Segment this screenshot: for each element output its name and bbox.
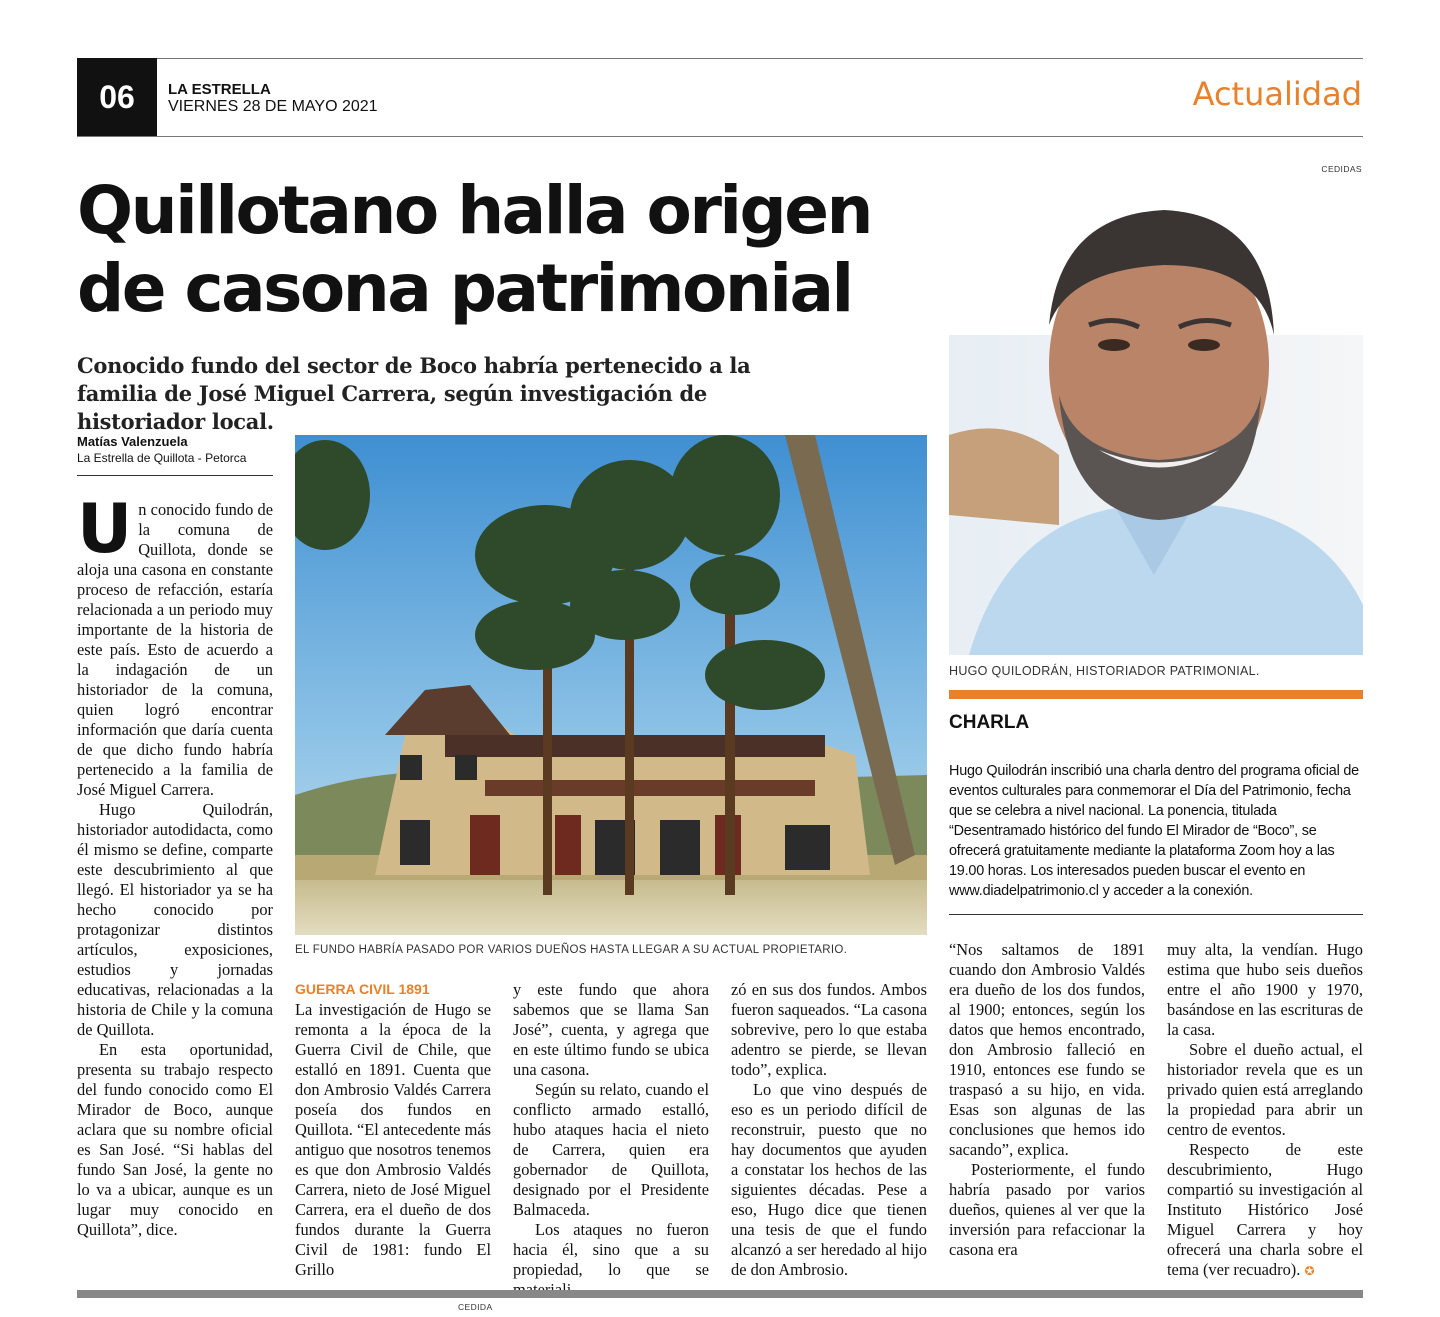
bottom-bar [77,1290,1363,1298]
article-column-2 [295,980,491,1280]
photo-credit: CEDIDAS [1321,164,1362,174]
paragraph: Posteriormente, el fundo habría pasado por varios dueños, quienes al ver que la inversión para refaccionar la casona era [949,1160,1145,1259]
header-rule [77,136,1363,137]
byline-rule [77,475,273,476]
paragraph: “Nos saltamos de 1891 cuando don Ambrosio Valdés era dueño de los dos fundos, al 1900; entonces, según los datos que hemos encontrado, don Ambrosio falleció en 1910, entonces ese fundo se traspasó a su hijo, en vida. Esas son algunas de las conclusiones que hemos ido sacando”, explica. [949,940,1145,1159]
paragraph: Hugo Quilodrán, historiador autodidacta, como él mismo se define, comparte este descubrimiento al que llegó. El historiador ya se ha hecho conocido por protagonizar distintos artículos, exposiciones, estudios y jornadas educativas, relacionadas a la historia de Chile y la comuna de Quillota. [77,800,273,1039]
paragraph: Un conocido fundo de la comuna de Quillota, donde se aloja una casona en constante proceso de refacción, estaría relacionada a un periodo muy importante de la historia de este país. Esto de acuerdo a la indagación de un historiador de la comuna, quien logró encontrar información que daría cuenta de que dicho fundo habría pertenecido a la familia de José Miguel Carrera. [77,490,273,799]
headline: Quillotano halla origen de casona patrimonial [77,172,871,327]
charla-rule [949,914,1363,915]
paragraph: La investigación de Hugo se remonta a la época de la Guerra Civil de Chile, que estalló en 1891. Cuenta que don Ambrosio Valdés Carrera poseía dos fundos en Quillota. “El antecedente más antiguo que nosotros tenemos es que don Ambrosio Valdés Carrera, nieto de José Miguel Carrera, era el dueño de dos fundos durante la Guerra Civil de 1981: fundo El Grillo [295,1000,491,1279]
paragraph: zó en sus dos fundos. Ambos fueron saqueados. “La casona sobrevive, pero lo que estaba adentro se pierde, se llevan todo”, explica. [731,980,927,1079]
portrait-photo [949,175,1363,655]
publication-date: VIERNES 28 DE MAYO 2021 [168,98,378,115]
article-column-6 [1167,940,1363,1281]
publication-name: LA ESTRELLA [168,81,271,98]
drop-cap: U [77,490,133,569]
top-rule [77,58,1363,59]
paragraph: Lo que vino después de eso es un periodo difícil de reconstruir, puesto que no hay documentos que ayuden a constatar los hechos de las siguientes décadas. Pese a eso, Hugo dice que tienen una tesis de que el fundo alcanzó a ser heredado al hijo de don Ambrosio. [731,1080,927,1279]
subhead: GUERRA CIVIL 1891 [295,981,430,997]
author-org: La Estrella de Quillota - Petorca [77,451,247,465]
paragraph: Sobre el dueño actual, el historiador revela que es un privado quien está arreglando la propiedad para abrir un centro de eventos. [1167,1040,1363,1139]
deck: Conocido fundo del sector de Boco habría pertenecido a la familia de José Miguel Carrera, según investigación de historiador local. [77,353,751,434]
paragraph: muy alta, la vendían. Hugo estima que hubo seis dueños entre el año 1900 y 1970, basándose en las escrituras de la casa. [1167,940,1363,1039]
paragraph: Respecto de este descubrimiento, Hugo compartió su investigación al Instituto Histórico José Miguel Carrera y hoy ofrecerá una charla sobre el tema (ver recuadro). ✪ [1167,1140,1363,1279]
section-name: Actualidad [1192,75,1362,113]
masthead [168,82,378,116]
paragraph: y este fundo que ahora sabemos que se llama San José”, cuenta, y agrega que en este último fundo se ubica una casona. [513,980,709,1079]
paragraph: Según su relato, cuando el conflicto armado estalló, hubo ataques hacia el nieto de Carrera, quien era gobernador de Quillota, designado por el Presidente Balmaceda. [513,1080,709,1219]
article-column-4 [731,980,927,1280]
paragraph: Los ataques no fueron hacia él, sino que a su propiedad, lo que se [513,1220,709,1279]
photo-caption: EL FUNDO HABRÍA PASADO POR VARIOS DUEÑOS HASTA LLEGAR A SU ACTUAL PROPIETARIO. [295,944,848,956]
article-column-5 [949,940,1145,1260]
author-name: Matías Valenzuela [77,434,188,449]
byline [77,434,273,466]
article-column-1 [77,490,273,1240]
page-number: 06 [77,58,157,137]
charla-text: Hugo Quilodrán inscribió una charla dentro del programa oficial de eventos culturales para conmemorar el Día del Patrimonio, fecha que se celebra a nivel nacional. La ponencia, titulada “Desentramado histórico del fundo El Mirador de “Boco”, se ofrecerá gratuitamente mediante la plataforma Zoom hoy a las 19.00 horas. Los interesados pueden buscar el evento en www.diadelpatrimonio.cl y acceder a la conexión. [949,763,1359,899]
paragraph: En esta oportunidad, presenta su trabajo respecto del fundo conocido como El Mirador de Boco, aunque aclara que su nombre oficial es San José. “Si hablas del fundo San José, la gente no lo va a ubicar, aunque es un lugar muy conocido en Quillota”, dice. [77,1040,273,1239]
footer-credit: CEDIDA [458,1302,493,1312]
casona-photo [295,435,927,935]
end-mark-icon: ✪ [1304,1264,1315,1278]
article-column-3 [513,980,709,1300]
portrait-caption: HUGO QUILODRÁN, HISTORIADOR PATRIMONIAL. [949,664,1260,678]
charla-accent-bar [949,690,1363,699]
charla-title: CHARLA [949,712,1030,733]
